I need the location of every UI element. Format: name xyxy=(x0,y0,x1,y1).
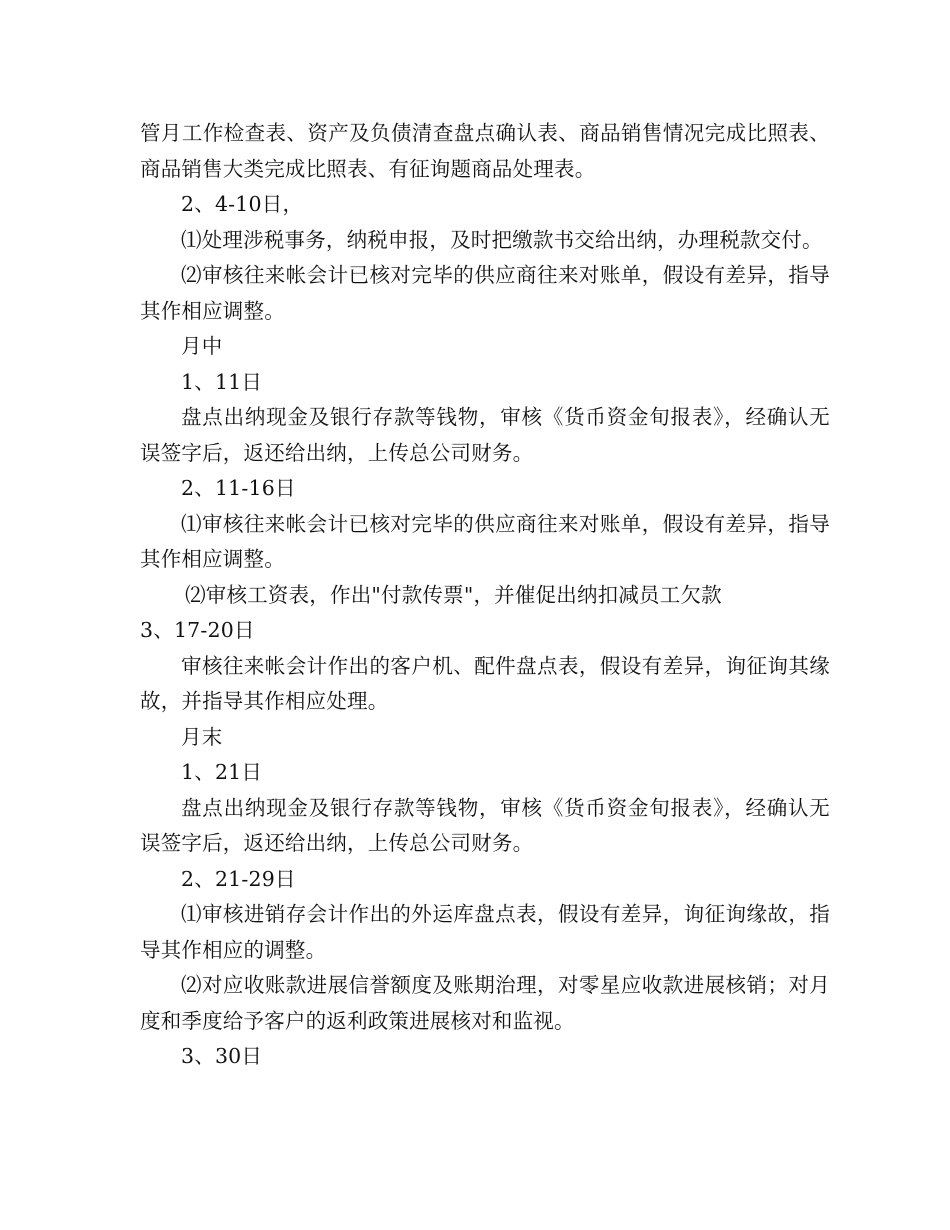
paragraph: ⑴审核进销存会计作出的外运库盘点表，假设有差异，询征询缘故，指导其作相应的调整。 xyxy=(140,902,830,962)
paragraph: 管月工作检查表、资产及负债清查盘点确认表、商品销售情况完成比照表、商品销售大类完成比照表、有征询题商品处理表。 xyxy=(140,121,830,181)
paragraph: 2、11-16日 xyxy=(181,476,296,500)
paragraph: 1、21日 xyxy=(181,760,263,784)
paragraph: ⑵审核往来帐会计已核对完毕的供应商往来对账单，假设有差异，指导其作相应调整。 xyxy=(140,263,830,323)
paragraph: 审核往来帐会计作出的客户机、配件盘点表，假设有差异，询征询其缘故，并指导其作相应处理。 xyxy=(140,653,830,713)
paragraph: ⑵对应收账款进展信誉额度及账期治理，对零星应收款进展核销；对月度和季度给予客户的返利政策进展核对和监视。 xyxy=(140,973,830,1033)
paragraph: 盘点出纳现金及银行存款等钱物，审核《货币资金旬报表》，经确认无误签字后，返还给出纳，上传总公司财务。 xyxy=(140,405,830,465)
document-body xyxy=(140,116,830,1075)
paragraph: 3、17-20日 xyxy=(140,618,255,642)
paragraph: 盘点出纳现金及银行存款等钱物，审核《货币资金旬报表》，经确认无误签字后，返还给出纳，上传总公司财务。 xyxy=(140,795,830,855)
section-heading-month-mid: 月中 xyxy=(181,334,223,358)
paragraph: ⑴审核往来帐会计已核对完毕的供应商往来对账单，假设有差异，指导其作相应调整。 xyxy=(140,511,830,571)
paragraph: ⑵审核工资表，作出"付款传票"，并催促出纳扣减员工欠款 xyxy=(185,582,722,607)
paragraph: ⑴处理涉税事务，纳税申报，及时把缴款书交给出纳，办理税款交付。 xyxy=(181,227,823,252)
paragraph: 2、21-29日 xyxy=(181,866,296,891)
paragraph: 3、30日 xyxy=(181,1044,263,1068)
section-heading-month-end: 月末 xyxy=(181,724,223,749)
paragraph: 1、11日 xyxy=(181,369,263,394)
paragraph: 2、4-10日， xyxy=(181,192,304,216)
